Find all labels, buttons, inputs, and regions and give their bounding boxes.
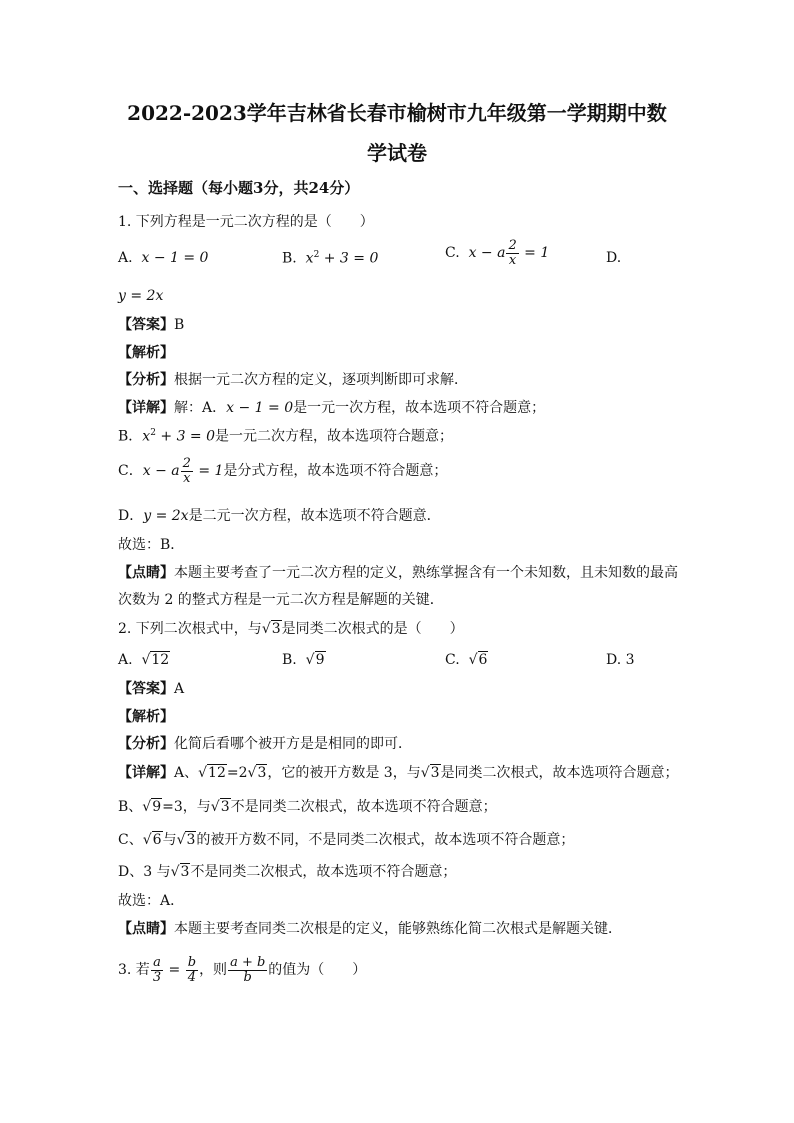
q3-stem: 3. 若 $\frac{a}{3}$ = $\frac{b}{4}$ ，则 $\frac{a + b}{b}$ 的值为（ ） [118,955,367,985]
q1-stem: 1. 下列方程是一元二次方程的是（ ） [118,214,374,230]
title-line-2: 学试卷 [367,141,427,165]
q1-choose: 故选：B． [118,537,185,553]
q2-detail-d: D、3 与√3不是同类二次根式，故本选项不符合题意； [118,864,457,880]
q1-detail-b: B．$x^2 + 3 = 0$是一元二次方程，故本选项符合题意； [118,428,454,445]
q2-option-b: B. √9 [282,652,325,668]
q1-option-d-expr: y = 2x [118,288,164,304]
q1-analysis: 【分析】根据一元二次方程的定义，逐项判断即可求解． [118,372,468,388]
q2-option-a: A. √12 [118,652,170,668]
q1-option-a: A. x − 1 = 0 [118,250,209,266]
q2-detail-c: C、√6与√3的被开方数不同，不是同类二次根式，故本选项不符合题意； [118,832,575,848]
section-heading: 一、选择题（每小题3分，共24分） [118,179,360,197]
q1-comment-line-2: 次数为 2 的整式方程是一元二次方程是解题的关键． [118,592,444,608]
q2-analysis: 【分析】化简后看哪个被开方是是相同的即可． [118,736,412,752]
q1-option-c: C. x − a $\frac{2}{x}$ = 1 [445,238,550,268]
q2-option-c: C. √6 [445,652,488,668]
q2-choose: 故选：A． [118,893,185,909]
q1-detail-c: C．x − a $\frac{2}{x}$ = 1是分式方程，故本选项不符合题意； [118,456,448,486]
q2-comment: 【点睛】本题主要考查同类二次根是的定义，能够熟练化简二次根式是解题关键． [118,921,622,937]
q1-option-d: D. [606,250,622,266]
q1-comment-line-1: 【点睛】本题主要考查了一元二次方程的定义，熟练掌握含有一个未知数，且未知数的最高 [118,565,678,581]
q2-stem: 2. 下列二次根式中，与√3是同类二次根式的是（ ） [118,621,464,637]
q1-option-b: B. $x^2 + 3 = 0$ [282,250,379,267]
q1-answer: 【答案】B [118,317,185,333]
q1-analysis-heading: 【解析】 [118,345,174,361]
q1-detail-d: D．y = 2x是二元一次方程，故本选项不符合题意． [118,508,441,524]
q2-detail-b: B、√9=3，与√3不是同类二次根式，故本选项不符合题意； [118,799,497,815]
title-line-1: 2022-2023学年吉林省长春市榆树市九年级第一学期期中数 [127,101,667,125]
q2-answer: 【答案】A [118,681,185,697]
q2-detail-a: 【详解】A、√12=2√3，它的被开方数是 3，与√3是同类二次根式，故本选项符合题意； [118,765,679,781]
q2-option-d: D. 3 [606,652,635,668]
q2-analysis-heading: 【解析】 [118,709,174,725]
q1-detail-a: 【详解】解：A．x − 1 = 0是一元一次方程，故本选项不符合题意； [118,400,546,416]
